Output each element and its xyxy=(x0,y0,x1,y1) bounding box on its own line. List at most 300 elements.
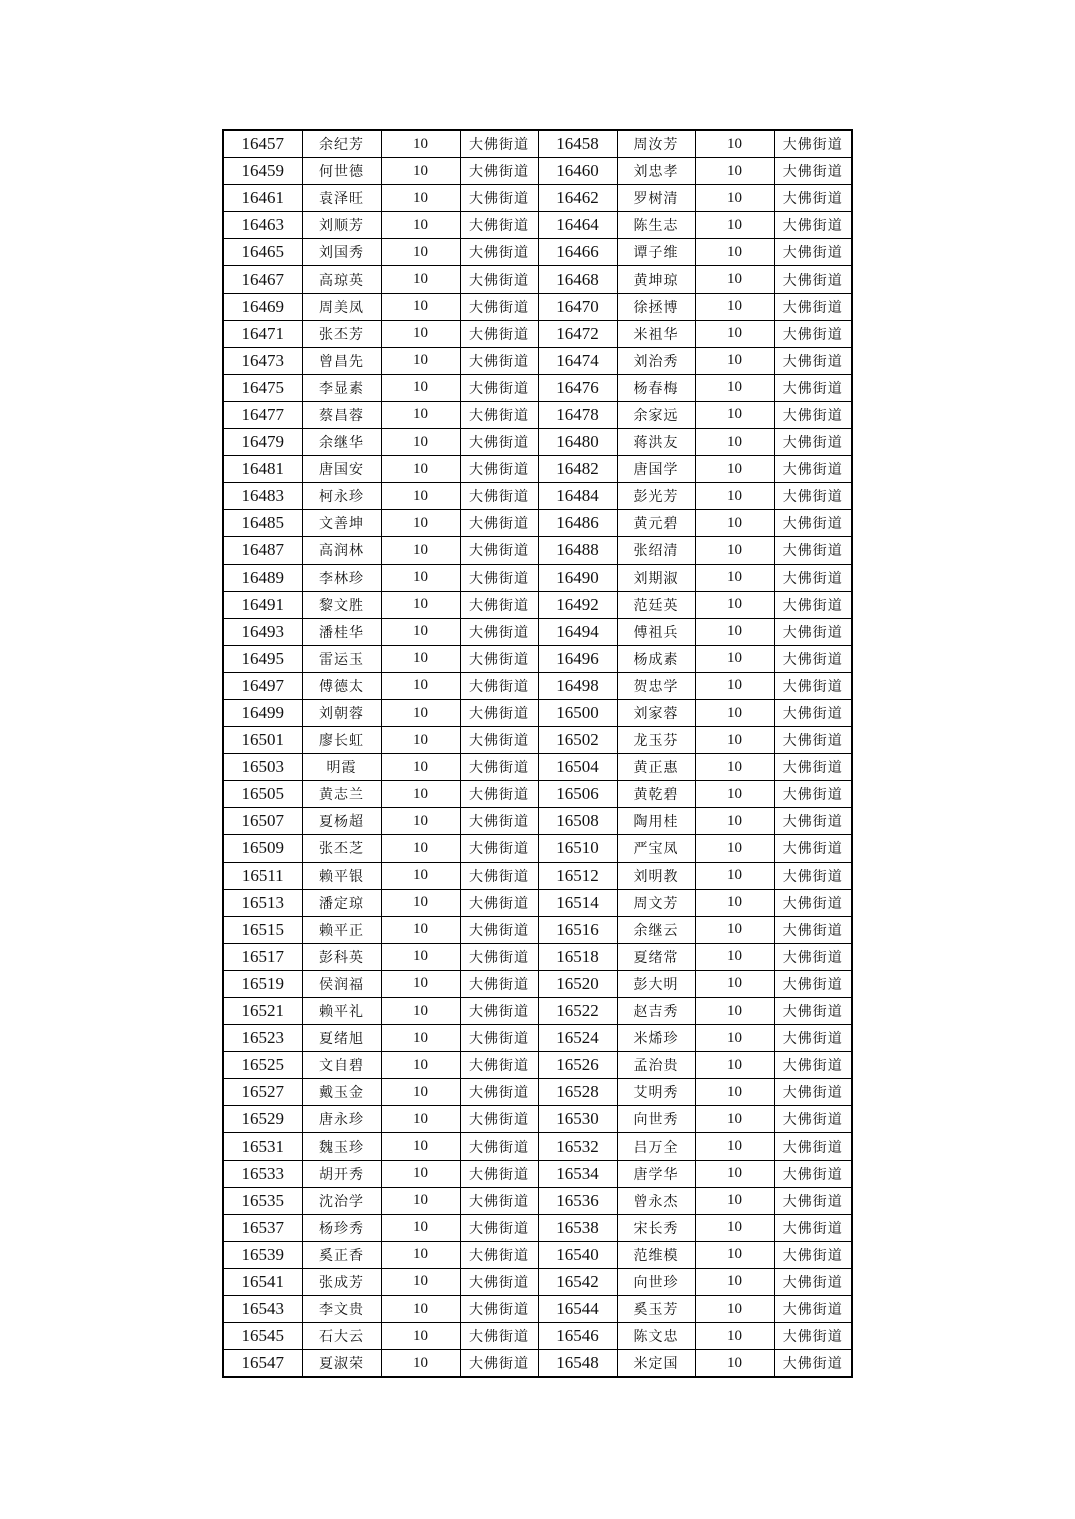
street-name-cell: 大佛街道 xyxy=(774,212,852,239)
table-row xyxy=(223,239,852,266)
amount-cell: 10 xyxy=(695,1106,774,1133)
record-number-cell: 16546 xyxy=(538,1323,617,1350)
amount-cell: 10 xyxy=(381,754,460,781)
table-row xyxy=(223,1323,852,1350)
person-name-cell: 高琼英 xyxy=(302,266,381,293)
amount-cell: 10 xyxy=(381,727,460,754)
amount-cell: 10 xyxy=(695,456,774,483)
street-name-cell: 大佛街道 xyxy=(460,943,538,970)
person-name-cell: 奚正香 xyxy=(302,1241,381,1268)
street-name-cell: 大佛街道 xyxy=(774,1106,852,1133)
record-number-cell: 16498 xyxy=(538,672,617,699)
person-name-cell: 黄志兰 xyxy=(302,781,381,808)
amount-cell: 10 xyxy=(381,510,460,537)
record-number-cell: 16478 xyxy=(538,401,617,428)
street-name-cell: 大佛街道 xyxy=(460,1323,538,1350)
record-number-cell: 16492 xyxy=(538,591,617,618)
person-name-cell: 陈生志 xyxy=(617,212,695,239)
amount-cell: 10 xyxy=(381,266,460,293)
table-row xyxy=(223,916,852,943)
table-row xyxy=(223,645,852,672)
amount-cell: 10 xyxy=(695,1214,774,1241)
amount-cell: 10 xyxy=(695,998,774,1025)
amount-cell: 10 xyxy=(695,835,774,862)
street-name-cell: 大佛街道 xyxy=(460,293,538,320)
amount-cell: 10 xyxy=(381,1268,460,1295)
record-number-cell: 16491 xyxy=(223,591,302,618)
person-name-cell: 曾昌先 xyxy=(302,347,381,374)
record-number-cell: 16476 xyxy=(538,374,617,401)
amount-cell: 10 xyxy=(695,239,774,266)
record-number-cell: 16473 xyxy=(223,347,302,374)
person-name-cell: 袁泽旺 xyxy=(302,185,381,212)
amount-cell: 10 xyxy=(381,1106,460,1133)
amount-cell: 10 xyxy=(381,970,460,997)
amount-cell: 10 xyxy=(381,537,460,564)
street-name-cell: 大佛街道 xyxy=(774,266,852,293)
amount-cell: 10 xyxy=(381,835,460,862)
amount-cell: 10 xyxy=(381,1214,460,1241)
record-number-cell: 16459 xyxy=(223,158,302,185)
amount-cell: 10 xyxy=(695,564,774,591)
street-name-cell: 大佛街道 xyxy=(460,835,538,862)
street-name-cell: 大佛街道 xyxy=(774,889,852,916)
street-name-cell: 大佛街道 xyxy=(460,1350,538,1378)
record-number-cell: 16516 xyxy=(538,916,617,943)
person-name-cell: 谭子维 xyxy=(617,239,695,266)
table-row xyxy=(223,862,852,889)
amount-cell: 10 xyxy=(695,781,774,808)
street-name-cell: 大佛街道 xyxy=(460,374,538,401)
person-name-cell: 廖长虹 xyxy=(302,727,381,754)
person-name-cell: 米祖华 xyxy=(617,320,695,347)
amount-cell: 10 xyxy=(695,158,774,185)
table-row xyxy=(223,374,852,401)
person-name-cell: 刘治秀 xyxy=(617,347,695,374)
amount-cell: 10 xyxy=(381,374,460,401)
record-number-cell: 16469 xyxy=(223,293,302,320)
person-name-cell: 蔡昌蓉 xyxy=(302,401,381,428)
person-name-cell: 李林珍 xyxy=(302,564,381,591)
table-row xyxy=(223,1187,852,1214)
record-number-cell: 16547 xyxy=(223,1350,302,1378)
record-number-cell: 16512 xyxy=(538,862,617,889)
street-name-cell: 大佛街道 xyxy=(460,916,538,943)
record-number-cell: 16497 xyxy=(223,672,302,699)
street-name-cell: 大佛街道 xyxy=(460,889,538,916)
person-name-cell: 周美凤 xyxy=(302,293,381,320)
person-name-cell: 艾明秀 xyxy=(617,1079,695,1106)
record-number-cell: 16533 xyxy=(223,1160,302,1187)
record-number-cell: 16468 xyxy=(538,266,617,293)
table-row xyxy=(223,835,852,862)
amount-cell: 10 xyxy=(381,1133,460,1160)
person-name-cell: 黄坤琼 xyxy=(617,266,695,293)
table-row xyxy=(223,1214,852,1241)
table-row xyxy=(223,266,852,293)
record-number-cell: 16462 xyxy=(538,185,617,212)
street-name-cell: 大佛街道 xyxy=(774,293,852,320)
street-name-cell: 大佛街道 xyxy=(460,781,538,808)
record-number-cell: 16541 xyxy=(223,1268,302,1295)
person-name-cell: 范廷英 xyxy=(617,591,695,618)
amount-cell: 10 xyxy=(381,212,460,239)
street-name-cell: 大佛街道 xyxy=(460,998,538,1025)
street-name-cell: 大佛街道 xyxy=(460,483,538,510)
person-name-cell: 余继云 xyxy=(617,916,695,943)
amount-cell: 10 xyxy=(381,781,460,808)
person-name-cell: 张丕芝 xyxy=(302,835,381,862)
record-number-cell: 16470 xyxy=(538,293,617,320)
amount-cell: 10 xyxy=(695,591,774,618)
amount-cell: 10 xyxy=(695,699,774,726)
street-name-cell: 大佛街道 xyxy=(774,374,852,401)
table-row xyxy=(223,1052,852,1079)
person-name-cell: 刘国秀 xyxy=(302,239,381,266)
table-row xyxy=(223,1160,852,1187)
amount-cell: 10 xyxy=(381,239,460,266)
amount-cell: 10 xyxy=(695,727,774,754)
record-number-cell: 16518 xyxy=(538,943,617,970)
record-number-cell: 16522 xyxy=(538,998,617,1025)
person-name-cell: 余纪芳 xyxy=(302,130,381,158)
table-row xyxy=(223,1350,852,1378)
person-name-cell: 唐永珍 xyxy=(302,1106,381,1133)
record-number-cell: 16525 xyxy=(223,1052,302,1079)
person-name-cell: 明霞 xyxy=(302,754,381,781)
street-name-cell: 大佛街道 xyxy=(774,1323,852,1350)
street-name-cell: 大佛街道 xyxy=(774,754,852,781)
person-name-cell: 戴玉金 xyxy=(302,1079,381,1106)
amount-cell: 10 xyxy=(695,185,774,212)
street-name-cell: 大佛街道 xyxy=(774,943,852,970)
person-name-cell: 杨珍秀 xyxy=(302,1214,381,1241)
record-number-cell: 16519 xyxy=(223,970,302,997)
amount-cell: 10 xyxy=(381,293,460,320)
amount-cell: 10 xyxy=(695,916,774,943)
person-name-cell: 李文贵 xyxy=(302,1296,381,1323)
person-name-cell: 徐拯博 xyxy=(617,293,695,320)
person-name-cell: 张丕芳 xyxy=(302,320,381,347)
record-number-cell: 16502 xyxy=(538,727,617,754)
street-name-cell: 大佛街道 xyxy=(460,130,538,158)
street-name-cell: 大佛街道 xyxy=(774,429,852,456)
street-name-cell: 大佛街道 xyxy=(774,618,852,645)
table-row xyxy=(223,1268,852,1295)
record-number-cell: 16526 xyxy=(538,1052,617,1079)
amount-cell: 10 xyxy=(381,1350,460,1378)
amount-cell: 10 xyxy=(695,1187,774,1214)
person-name-cell: 向世秀 xyxy=(617,1106,695,1133)
record-number-cell: 16507 xyxy=(223,808,302,835)
table-row xyxy=(223,618,852,645)
person-name-cell: 李显素 xyxy=(302,374,381,401)
amount-cell: 10 xyxy=(695,429,774,456)
street-name-cell: 大佛街道 xyxy=(774,1025,852,1052)
amount-cell: 10 xyxy=(381,1160,460,1187)
person-name-cell: 黎文胜 xyxy=(302,591,381,618)
street-name-cell: 大佛街道 xyxy=(774,1268,852,1295)
person-name-cell: 陈文忠 xyxy=(617,1323,695,1350)
record-number-cell: 16485 xyxy=(223,510,302,537)
record-number-cell: 16475 xyxy=(223,374,302,401)
amount-cell: 10 xyxy=(695,943,774,970)
record-number-cell: 16538 xyxy=(538,1214,617,1241)
street-name-cell: 大佛街道 xyxy=(774,591,852,618)
person-name-cell: 沈治学 xyxy=(302,1187,381,1214)
amount-cell: 10 xyxy=(695,401,774,428)
street-name-cell: 大佛街道 xyxy=(460,456,538,483)
street-name-cell: 大佛街道 xyxy=(774,456,852,483)
person-name-cell: 吕万全 xyxy=(617,1133,695,1160)
record-number-cell: 16496 xyxy=(538,645,617,672)
person-name-cell: 唐学华 xyxy=(617,1160,695,1187)
street-name-cell: 大佛街道 xyxy=(774,1296,852,1323)
table-row xyxy=(223,1296,852,1323)
person-name-cell: 杨春梅 xyxy=(617,374,695,401)
record-number-cell: 16515 xyxy=(223,916,302,943)
street-name-cell: 大佛街道 xyxy=(774,808,852,835)
person-name-cell: 孟治贵 xyxy=(617,1052,695,1079)
record-number-cell: 16517 xyxy=(223,943,302,970)
street-name-cell: 大佛街道 xyxy=(774,835,852,862)
record-number-cell: 16458 xyxy=(538,130,617,158)
record-number-cell: 16543 xyxy=(223,1296,302,1323)
amount-cell: 10 xyxy=(695,1241,774,1268)
record-number-cell: 16474 xyxy=(538,347,617,374)
amount-cell: 10 xyxy=(695,537,774,564)
amount-cell: 10 xyxy=(695,266,774,293)
street-name-cell: 大佛街道 xyxy=(774,1241,852,1268)
table-row xyxy=(223,537,852,564)
record-number-cell: 16460 xyxy=(538,158,617,185)
amount-cell: 10 xyxy=(381,889,460,916)
person-name-cell: 唐国安 xyxy=(302,456,381,483)
record-number-cell: 16537 xyxy=(223,1214,302,1241)
amount-cell: 10 xyxy=(381,130,460,158)
amount-cell: 10 xyxy=(381,1296,460,1323)
street-name-cell: 大佛街道 xyxy=(774,510,852,537)
amount-cell: 10 xyxy=(381,456,460,483)
table-row xyxy=(223,429,852,456)
table-row xyxy=(223,456,852,483)
street-name-cell: 大佛街道 xyxy=(460,239,538,266)
street-name-cell: 大佛街道 xyxy=(460,808,538,835)
street-name-cell: 大佛街道 xyxy=(460,672,538,699)
person-name-cell: 胡开秀 xyxy=(302,1160,381,1187)
person-name-cell: 赖平银 xyxy=(302,862,381,889)
table-row xyxy=(223,591,852,618)
street-name-cell: 大佛街道 xyxy=(774,727,852,754)
amount-cell: 10 xyxy=(695,320,774,347)
street-name-cell: 大佛街道 xyxy=(460,727,538,754)
record-number-cell: 16513 xyxy=(223,889,302,916)
person-name-cell: 范维模 xyxy=(617,1241,695,1268)
record-number-cell: 16493 xyxy=(223,618,302,645)
amount-cell: 10 xyxy=(695,970,774,997)
amount-cell: 10 xyxy=(695,1133,774,1160)
street-name-cell: 大佛街道 xyxy=(774,699,852,726)
amount-cell: 10 xyxy=(381,618,460,645)
street-name-cell: 大佛街道 xyxy=(460,1106,538,1133)
roster-body xyxy=(223,130,852,1377)
person-name-cell: 宋长秀 xyxy=(617,1214,695,1241)
table-row xyxy=(223,1079,852,1106)
amount-cell: 10 xyxy=(695,862,774,889)
record-number-cell: 16527 xyxy=(223,1079,302,1106)
amount-cell: 10 xyxy=(381,483,460,510)
amount-cell: 10 xyxy=(695,1025,774,1052)
table-row xyxy=(223,1025,852,1052)
street-name-cell: 大佛街道 xyxy=(774,862,852,889)
record-number-cell: 16523 xyxy=(223,1025,302,1052)
person-name-cell: 曾永杰 xyxy=(617,1187,695,1214)
amount-cell: 10 xyxy=(695,1323,774,1350)
amount-cell: 10 xyxy=(695,808,774,835)
amount-cell: 10 xyxy=(381,1323,460,1350)
table-row xyxy=(223,212,852,239)
street-name-cell: 大佛街道 xyxy=(774,320,852,347)
person-name-cell: 张成芳 xyxy=(302,1268,381,1295)
person-name-cell: 刘忠孝 xyxy=(617,158,695,185)
amount-cell: 10 xyxy=(381,699,460,726)
amount-cell: 10 xyxy=(695,347,774,374)
street-name-cell: 大佛街道 xyxy=(774,1052,852,1079)
record-number-cell: 16488 xyxy=(538,537,617,564)
table-row xyxy=(223,483,852,510)
table-row xyxy=(223,727,852,754)
record-number-cell: 16530 xyxy=(538,1106,617,1133)
street-name-cell: 大佛街道 xyxy=(774,1160,852,1187)
person-name-cell: 向世珍 xyxy=(617,1268,695,1295)
person-name-cell: 刘顺芳 xyxy=(302,212,381,239)
record-number-cell: 16536 xyxy=(538,1187,617,1214)
record-number-cell: 16506 xyxy=(538,781,617,808)
person-name-cell: 何世德 xyxy=(302,158,381,185)
person-name-cell: 夏绪常 xyxy=(617,943,695,970)
person-name-cell: 赖平礼 xyxy=(302,998,381,1025)
table-row xyxy=(223,1106,852,1133)
street-name-cell: 大佛街道 xyxy=(774,401,852,428)
record-number-cell: 16545 xyxy=(223,1323,302,1350)
table-row xyxy=(223,808,852,835)
record-number-cell: 16477 xyxy=(223,401,302,428)
street-name-cell: 大佛街道 xyxy=(460,1025,538,1052)
person-name-cell: 刘期淑 xyxy=(617,564,695,591)
person-name-cell: 赵吉秀 xyxy=(617,998,695,1025)
amount-cell: 10 xyxy=(695,754,774,781)
street-name-cell: 大佛街道 xyxy=(460,537,538,564)
record-number-cell: 16481 xyxy=(223,456,302,483)
street-name-cell: 大佛街道 xyxy=(774,672,852,699)
person-name-cell: 刘明教 xyxy=(617,862,695,889)
roster-table xyxy=(222,129,853,1378)
street-name-cell: 大佛街道 xyxy=(460,429,538,456)
person-name-cell: 黄元碧 xyxy=(617,510,695,537)
record-number-cell: 16495 xyxy=(223,645,302,672)
amount-cell: 10 xyxy=(695,889,774,916)
person-name-cell: 夏淑荣 xyxy=(302,1350,381,1378)
table-row xyxy=(223,510,852,537)
table-row xyxy=(223,347,852,374)
amount-cell: 10 xyxy=(381,401,460,428)
street-name-cell: 大佛街道 xyxy=(774,1187,852,1214)
street-name-cell: 大佛街道 xyxy=(460,970,538,997)
street-name-cell: 大佛街道 xyxy=(460,618,538,645)
person-name-cell: 彭光芳 xyxy=(617,483,695,510)
record-number-cell: 16510 xyxy=(538,835,617,862)
record-number-cell: 16483 xyxy=(223,483,302,510)
person-name-cell: 夏杨超 xyxy=(302,808,381,835)
amount-cell: 10 xyxy=(381,672,460,699)
record-number-cell: 16457 xyxy=(223,130,302,158)
record-number-cell: 16482 xyxy=(538,456,617,483)
record-number-cell: 16520 xyxy=(538,970,617,997)
table-row xyxy=(223,158,852,185)
amount-cell: 10 xyxy=(695,293,774,320)
person-name-cell: 黄正惠 xyxy=(617,754,695,781)
person-name-cell: 文善坤 xyxy=(302,510,381,537)
table-row xyxy=(223,781,852,808)
street-name-cell: 大佛街道 xyxy=(460,185,538,212)
amount-cell: 10 xyxy=(695,1268,774,1295)
record-number-cell: 16471 xyxy=(223,320,302,347)
record-number-cell: 16528 xyxy=(538,1079,617,1106)
amount-cell: 10 xyxy=(381,591,460,618)
record-number-cell: 16461 xyxy=(223,185,302,212)
person-name-cell: 周文芳 xyxy=(617,889,695,916)
person-name-cell: 高润林 xyxy=(302,537,381,564)
street-name-cell: 大佛街道 xyxy=(460,510,538,537)
record-number-cell: 16500 xyxy=(538,699,617,726)
record-number-cell: 16505 xyxy=(223,781,302,808)
person-name-cell: 赖平正 xyxy=(302,916,381,943)
amount-cell: 10 xyxy=(381,862,460,889)
person-name-cell: 黄乾碧 xyxy=(617,781,695,808)
street-name-cell: 大佛街道 xyxy=(774,998,852,1025)
street-name-cell: 大佛街道 xyxy=(460,401,538,428)
record-number-cell: 16504 xyxy=(538,754,617,781)
record-number-cell: 16539 xyxy=(223,1241,302,1268)
amount-cell: 10 xyxy=(695,212,774,239)
record-number-cell: 16467 xyxy=(223,266,302,293)
street-name-cell: 大佛街道 xyxy=(460,1268,538,1295)
amount-cell: 10 xyxy=(381,998,460,1025)
person-name-cell: 彭科英 xyxy=(302,943,381,970)
person-name-cell: 唐国学 xyxy=(617,456,695,483)
table-row xyxy=(223,293,852,320)
amount-cell: 10 xyxy=(695,645,774,672)
amount-cell: 10 xyxy=(695,1079,774,1106)
person-name-cell: 余家远 xyxy=(617,401,695,428)
record-number-cell: 16521 xyxy=(223,998,302,1025)
record-number-cell: 16489 xyxy=(223,564,302,591)
street-name-cell: 大佛街道 xyxy=(774,645,852,672)
amount-cell: 10 xyxy=(695,672,774,699)
record-number-cell: 16494 xyxy=(538,618,617,645)
amount-cell: 10 xyxy=(381,645,460,672)
street-name-cell: 大佛街道 xyxy=(774,483,852,510)
street-name-cell: 大佛街道 xyxy=(774,537,852,564)
street-name-cell: 大佛街道 xyxy=(460,347,538,374)
person-name-cell: 陶用桂 xyxy=(617,808,695,835)
amount-cell: 10 xyxy=(381,429,460,456)
record-number-cell: 16503 xyxy=(223,754,302,781)
person-name-cell: 杨成素 xyxy=(617,645,695,672)
table-row xyxy=(223,970,852,997)
person-name-cell: 石大云 xyxy=(302,1323,381,1350)
table-row xyxy=(223,672,852,699)
